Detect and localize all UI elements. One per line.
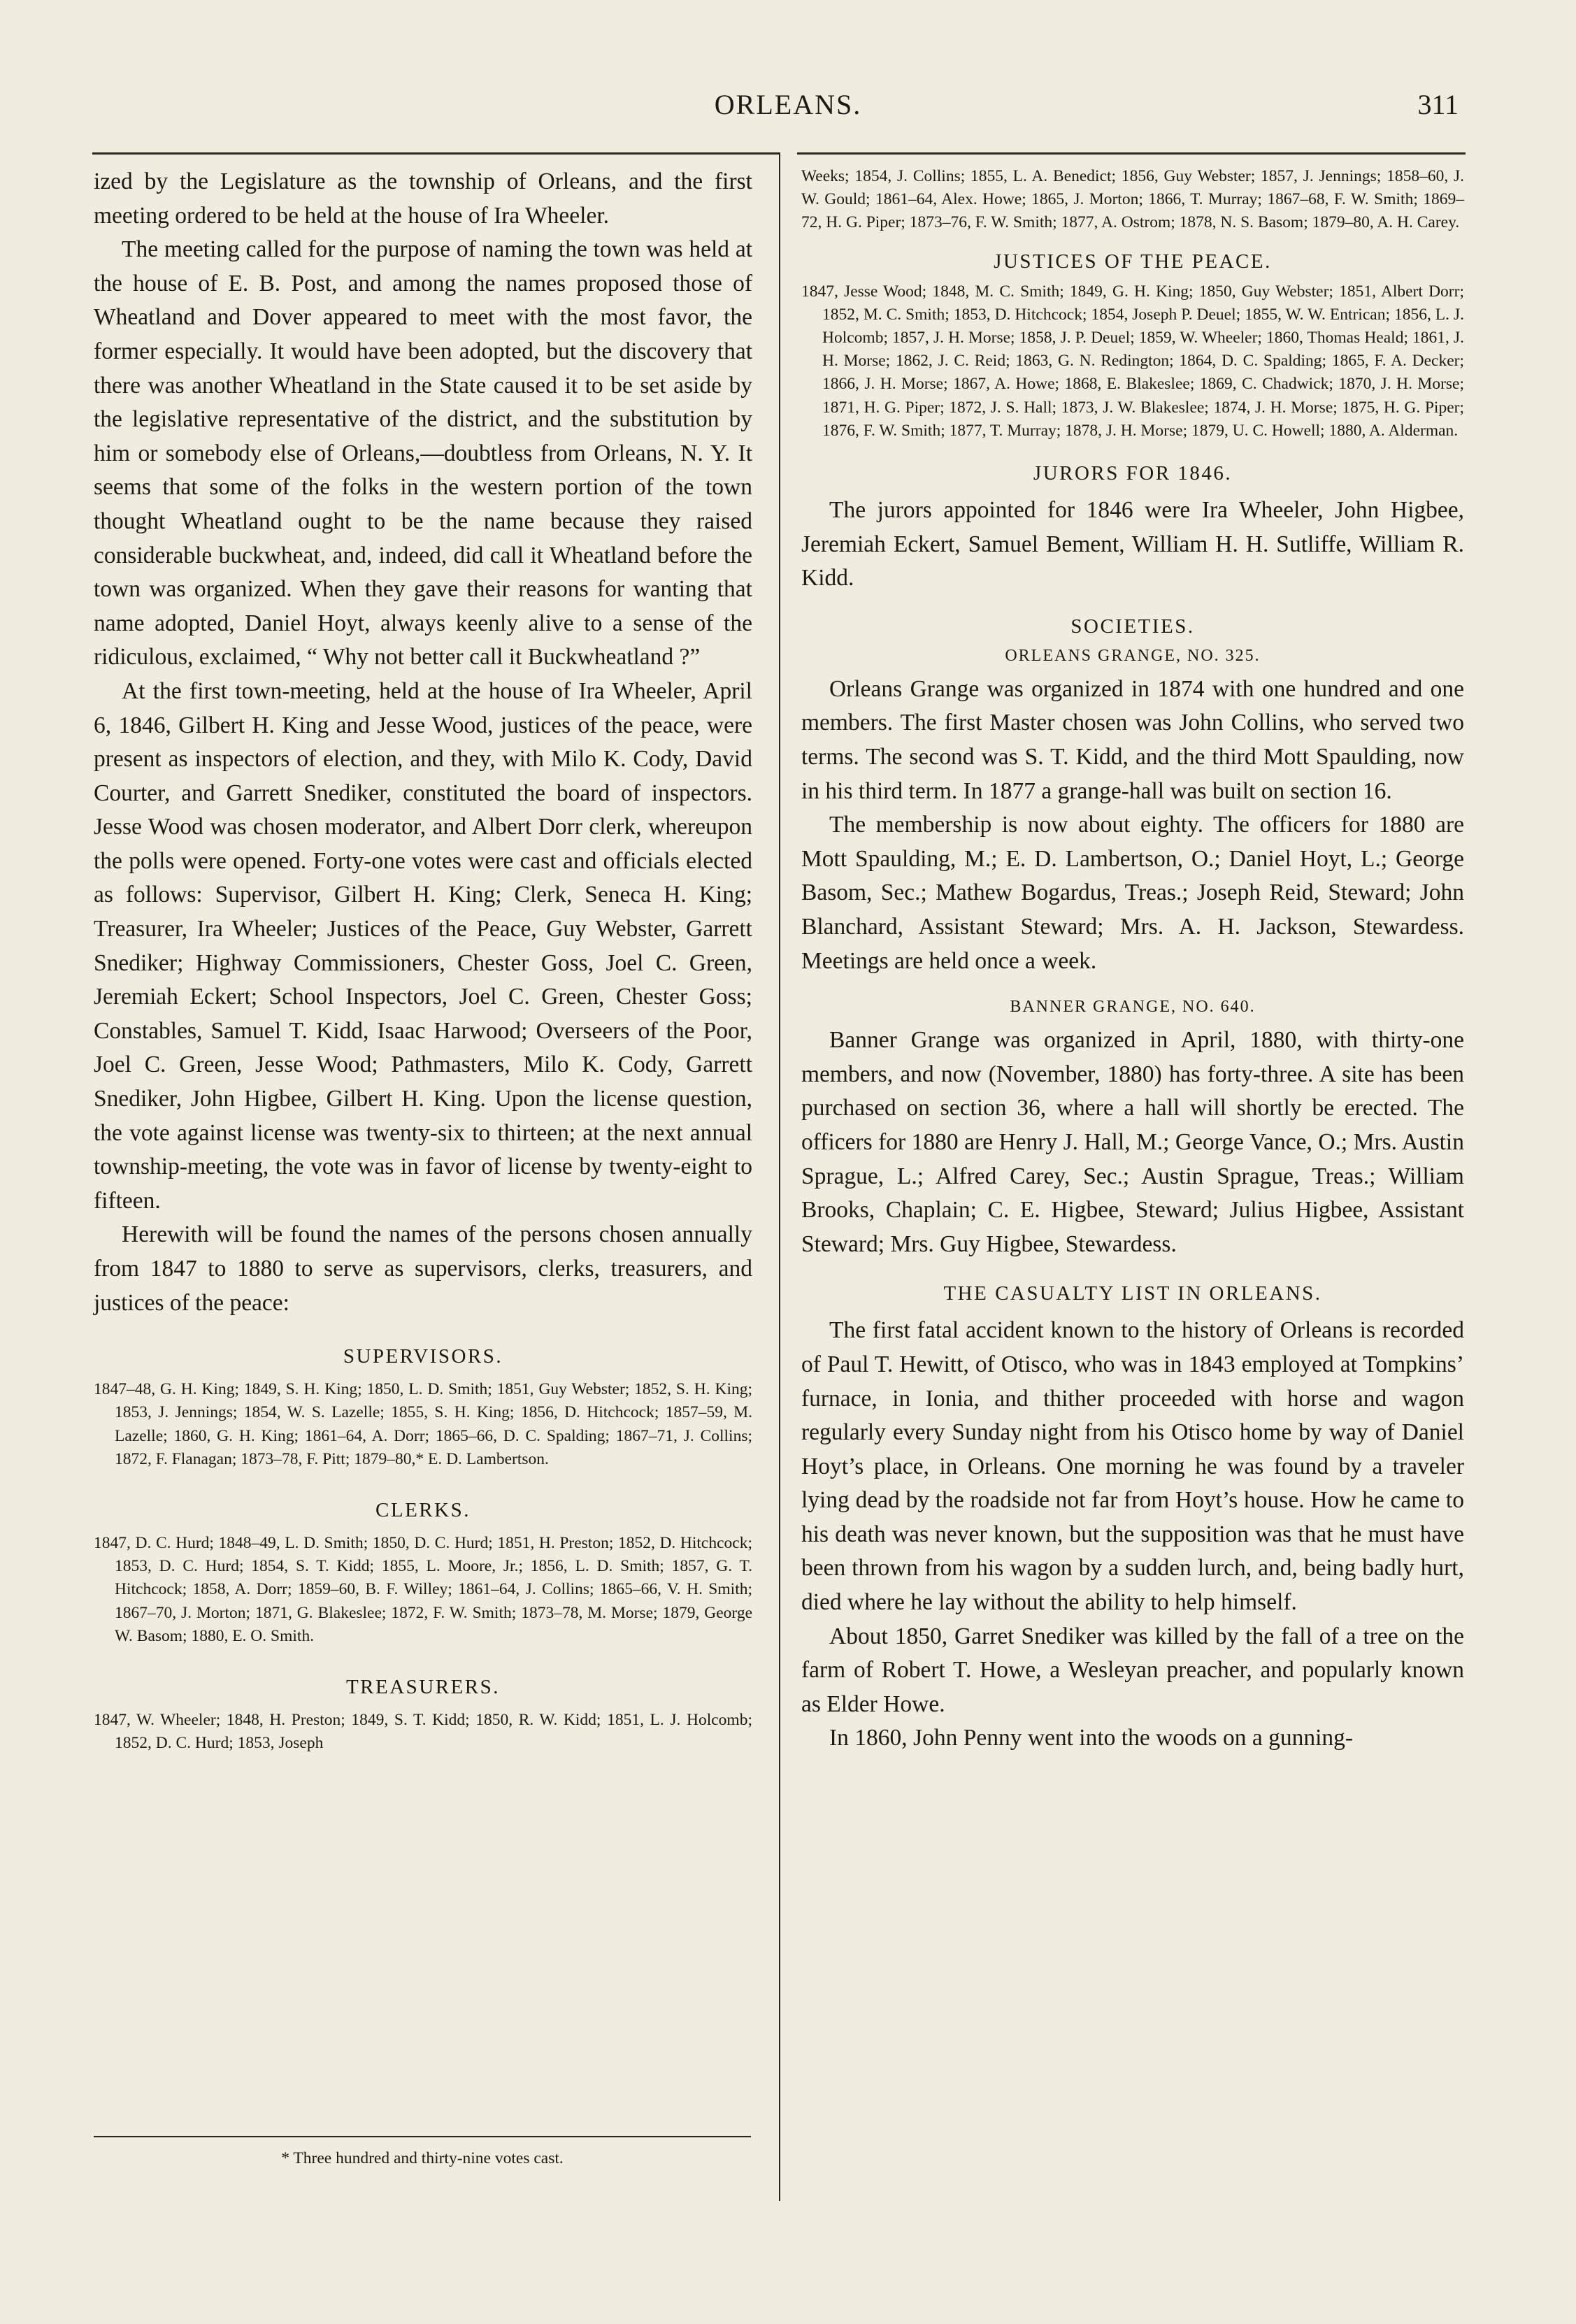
treasurers-heading: TREASURERS. [345,1676,501,1699]
justices-list: 1847, Jesse Wood; 1848, M. C. Smith; 1849, G. H. King; 1850, Guy Webster; 1851, Albert Dorr; 1852, M. C. Smith; 1853, D. Hitchcock; 1854, Joseph P. Deuel; 1855, W. W. Entrican; 1856, L. J. Holcomb; 1857, J. H. Morse; 1858, J. P. Deuel; 1859, W. Wheeler; 1860, Thomas Heald; 1861, J. H. Morse; 1862, J. C. Reid; 1863, G. N. Redington; 1864, D. C. Spalding; 1865, F. A. Decker; 1866, J. H. Morse; 1867, A. Howe; 1868, E. Blakeslee; 1869, C. Chadwick; 1870, J. H. Morse; 1871, H. G. Piper; 1872, J. S. Hall; 1873, J. W. Blakeslee; 1874, J. H. Morse; 1875, H. G. Piper; 1876, F. W. Smith; 1877, T. Murray; 1878, J. H. Morse; 1879, U. C. Howell; 1880, A. Alderman. [801,282,1464,440]
right-column [801,165,1464,1756]
orleans-grange-paragraph-2: The membership is now about eighty. The officers for 1880 are Mott Spaulding, M.; E. D. Lambertson, O.; Daniel Hoyt, L.; George Basom, Sec.; Mathew Bogardus, Treas.; Joseph Reid, Steward; John Blanchard, Assistant Steward; Mrs. A. H. Jackson, Stewardess. Meetings are held once a week. [801,812,1464,974]
casualty-paragraph-3: In 1860, John Penny went into the woods on a gunning- [829,1725,1354,1751]
orleans-grange-paragraph-1: Orleans Grange was organized in 1874 with one hundred and one members. The first Master chosen was John Collins, who served two terms. The second was S. T. Kidd, and the third Mott Spaulding, now in his third term. In 1877 a grange-hall was built on section 16. [801,675,1464,804]
header-rule-right [797,152,1466,155]
orleans-grange-heading: ORLEANS GRANGE, NO. 325. [1005,646,1261,665]
paragraph-officers-intro: Herewith will be found the names of the persons chosen annually from 1847 to 1880 to serve as supervisors, clerks, treasurers, and justices of the peace: [94,1221,752,1316]
paragraph-naming-meeting: The meeting called for the purpose of naming the town was held at the house of E. B. Post, and among the names proposed those of Wheatland and Dover appeared to meet with the most favor, the former especially. It would have been adopted, but the discovery that there was another Wheatland in the State caused it to be set aside by the legislative representative of the district, and the substitution by him or somebody else of Orleans,—doubtless from Orleans, N. Y. It seems that some of the folks in the western portion of the town thought Wheatland ought to be the name because they raised considerable buckwheat, and, indeed, did call it Wheatland before the town was organized. When they gave their reasons for wanting that name adopted, Daniel Hoyt, always keenly alive to a sense of the ridiculous, exclaimed, “ Why not better call it Buckwheatland ?” [94,236,752,670]
running-title: ORLEANS. [714,89,862,120]
clerks-list: 1847, D. C. Hurd; 1848–49, L. D. Smith; 1850, D. C. Hurd; 1851, H. Preston; 1852, D. Hitchcock; 1853, D. C. Hurd; 1854, S. T. Kidd; 1855, L. Moore, Jr.; 1856, L. D. Smith; 1857, G. T. Hitchcock; 1858, A. Dorr; 1859–60, B. F. Willey; 1861–64, J. Collins; 1865–66, V. H. Smith; 1867–70, J. Morton; 1871, G. Blakeslee; 1872, F. W. Smith; 1873–78, M. Morse; 1879, George W. Basom; 1880, E. O. Smith. [94,1534,752,1645]
societies-heading: SOCIETIES. [1070,615,1195,638]
footnote: * Three hundred and thirty-nine votes cast. [281,2149,564,2167]
header-rule-left [92,152,779,155]
column-divider [779,152,780,2201]
left-column [94,165,752,1755]
jurors-heading: JURORS FOR 1846. [1033,462,1233,485]
jurors-paragraph: The jurors appointed for 1846 were Ira Wheeler, John Higbee, Jeremiah Eckert, Samuel Bement, William H. H. Sutliffe, William R. Kidd. [801,497,1464,591]
casualty-paragraph-2: About 1850, Garret Snediker was killed by the fall of a tree on the farm of Robert T. Howe, a Wesleyan preacher, and popularly known as Elder Howe. [801,1623,1464,1717]
casualty-heading: THE CASUALTY LIST IN ORLEANS. [943,1282,1322,1305]
justices-heading: JUSTICES OF THE PEACE. [994,250,1272,273]
casualty-paragraph-1: The first fatal accident known to the history of Orleans is recorded of Paul T. Hewitt, of Otisco, who was in 1843 employed at Tompkins’ furnace, in Ionia, and thither proceeded with horse and wagon regularly every Sunday night from his Otisco home by way of Daniel Hoyt’s place, in Orleans. One morning he was found by a traveler lying dead by the roadside not far from Hoyt’s house. How he came to his death was never known, but the supposition was that he must have been thrown from his wagon by a sudden lurch, and, being badly hurt, died where he lay without the ability to help himself. [801,1317,1464,1616]
banner-grange-heading: BANNER GRANGE, NO. 640. [1010,998,1256,1017]
banner-grange-paragraph: Banner Grange was organized in April, 1880, with thirty-one members, and now (November, 1880) has forty-three. A site has been purchased on section 36, where a hall will shortly be erected. The officers for 1880 are Henry J. Hall, M.; George Vance, O.; Mrs. Austin Sprague, L.; Alfred Carey, Sec.; Austin Sprague, Treas.; William Brooks, Chaplain; C. E. Higbee, Steward; Julius Higbee, Assistant Steward; Mrs. Guy Higbee, Stewardess. [801,1027,1464,1257]
paragraph-township-name: ized by the Legislature as the township of Orleans, and the first meeting ordered to be held at the house of Ira Wheeler. [94,168,752,229]
page-number: 311 [1417,89,1459,120]
clerks-heading: CLERKS. [375,1499,471,1521]
treasurers-list-start: 1847, W. Wheeler; 1848, H. Preston; 1849, S. T. Kidd; 1850, R. W. Kidd; 1851, L. J. Holcomb; 1852, D. C. Hurd; 1853, Joseph [94,1711,752,1753]
footnote-rule [94,2136,751,2137]
supervisors-list: 1847–48, G. H. King; 1849, S. H. King; 1850, L. D. Smith; 1851, Guy Webster; 1852, S. H. King; 1853, J. Jennings; 1854, W. S. Lazelle; 1855, S. H. King; 1856, D. Hitchcock; 1857–59, M. Lazelle; 1860, G. H. King; 1861–64, A. Dorr; 1865–66, D. C. Spalding; 1867–71, J. Collins; 1872, F. Flanagan; 1873–78, F. Pitt; 1879–80,* E. D. Lambertson. [94,1380,752,1468]
paragraph-first-town-meeting: At the first town-meeting, held at the house of Ira Wheeler, April 6, 1846, Gilbert H. King and Jesse Wood, justices of the peace, were present as inspectors of election, and they, with Milo K. Cody, David Courter, and Garrett Snediker, constituted the board of inspectors. Jesse Wood was chosen moderator, and Albert Dorr clerk, whereupon the polls were opened. Forty-one votes were cast and officials elected as follows: Supervisor, Gilbert H. King; Clerk, Seneca H. King; Treasurer, Ira Wheeler; Justices of the Peace, Guy Webster, Garrett Snediker; Highway Commissioners, Chester Goss, Joel C. Green, Jeremiah Eckert; School Inspectors, Joel C. Green, Chester Goss; Constables, Samuel T. Kidd, Isaac Harwood; Overseers of the Poor, Joel C. Green, Jesse Wood; Pathmasters, Milo K. Cody, Garrett Snediker, John Higbee, Gilbert H. King. Upon the license question, the vote against license was twenty-six to thirteen; at the next annual township-meeting, the vote was in favor of license by twenty-eight to fifteen. [94,677,752,1214]
treasurers-list-continued: Weeks; 1854, J. Collins; 1855, L. A. Benedict; 1856, Guy Webster; 1857, J. Jennings; 1858–60, J. W. Gould; 1861–64, Alex. Howe; 1865, J. Morton; 1866, T. Murray; 1867–68, F. W. Smith; 1869–72, H. G. Piper; 1873–76, F. W. Smith; 1877, A. Ostrom; 1878, N. S. Basom; 1879–80, A. H. Carey. [801,167,1464,232]
supervisors-heading: SUPERVISORS. [343,1345,503,1368]
page-header [0,83,1576,138]
